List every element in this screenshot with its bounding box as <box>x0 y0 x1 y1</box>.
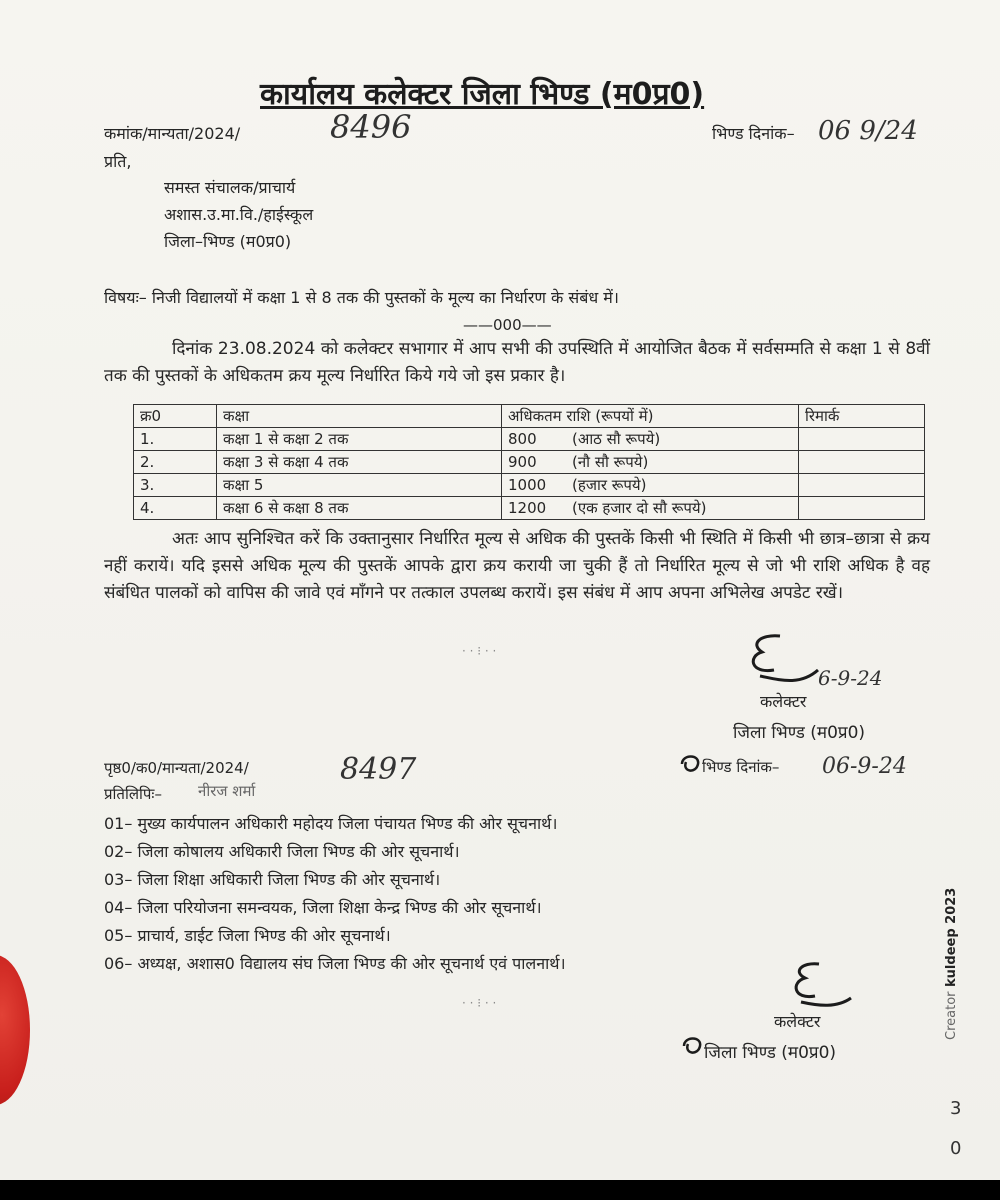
copy-recipient-06: 06– अध्यक्ष, अशास0 विद्यालय संघ जिला भिण्ड की ओर सूचनार्थ एवं पालनार्थ। <box>104 954 566 973</box>
signatory-designation-1: कलेक्टर <box>760 692 807 711</box>
watermark-mark-2: 0 <box>950 1138 962 1159</box>
initials-mark <box>678 752 704 776</box>
recipient-line-3: जिला–भिण्ड (म0प्र0) <box>164 232 292 251</box>
row-class: कक्षा 6 से कक्षा 8 तक <box>217 497 502 520</box>
row-amount <box>502 474 799 497</box>
row-class: कक्षा 1 से कक्षा 2 तक <box>217 428 502 451</box>
amount-value: 1200 <box>508 499 547 517</box>
endorsement-date-label: भिण्ड दिनांक– <box>702 758 780 776</box>
instruction-paragraph: अतः आप सुनिश्चित करें कि उक्तानुसार निर्धारित मूल्य से अधिक की पुस्तकें किसी भी स्थिति में किसी भी छात्र–छात्रा से क्रय नहीं करायें। यदि इससे अधिक मूल्य की पुस्तकें आपके द्वारा क्रय करायी जा चुकी हैं तो निर्धारित मूल्य से जो भी राशि अधिक है वह संबंधित पालकों को वापिस की जावे एवं माँगने पर तत्काल उपलब्ध करायें। इस संबंध में आप अपना अभिलेख अपडेट रखें। <box>104 529 930 603</box>
table-row <box>134 451 925 474</box>
office-title: कार्यालय कलेक्टर जिला भिण्ड (म0प्र0) <box>260 77 705 112</box>
watermark-mark-1: 3 <box>950 1098 962 1119</box>
header-remark: रिमार्क <box>799 405 925 428</box>
signatory-office-1: जिला भिण्ड (म0प्र0) <box>733 723 866 743</box>
row-serial: 4. <box>134 497 217 520</box>
endorsement-reference-label: पृष्ठ0/क0/मान्यता/2024/ <box>104 759 249 777</box>
row-amount <box>502 428 799 451</box>
collector-signature-2 <box>785 958 855 1014</box>
endorsement-date-handwritten: 06-9-24 <box>822 754 907 779</box>
copy-recipient-02: 02– जिला कोषालय अधिकारी जिला भिण्ड की ओर सूचनार्थ। <box>104 842 460 861</box>
copy-to-label: प्रतिलिपिः– <box>104 785 162 803</box>
row-serial: 1. <box>134 428 217 451</box>
signatory-designation-2: कलेक्टर <box>774 1012 821 1031</box>
row-amount <box>502 497 799 520</box>
row-serial: 2. <box>134 451 217 474</box>
amount-words: (आठ सौ रूपये) <box>572 430 661 448</box>
amount-value: 900 <box>508 453 537 471</box>
endorsement-number-handwritten: 8497 <box>340 752 417 787</box>
amount-words: (हजार रूपये) <box>572 476 647 494</box>
row-remark <box>799 497 925 520</box>
scan-specks: · · ⁝ · · <box>462 996 497 1010</box>
recipient-line-1: समस्त संचालक/प्राचार्य <box>164 178 296 197</box>
row-remark <box>799 428 925 451</box>
table-header-row <box>134 405 925 428</box>
finger-in-frame <box>0 955 30 1105</box>
header-class: कक्षा <box>217 405 502 428</box>
subject-line: विषयः– निजी विद्यालयों में कक्षा 1 से 8 तक की पुस्तकों के मूल्य का निर्धारण के संबंध में। <box>104 288 619 307</box>
signature-date-handwritten: 6-9-24 <box>818 666 883 690</box>
table-row <box>134 497 925 520</box>
creator-watermark <box>944 888 959 1040</box>
row-class: कक्षा 5 <box>217 474 502 497</box>
row-amount <box>502 451 799 474</box>
copy-recipient-05: 05– प्राचार्य, डाईट जिला भिण्ड की ओर सूचनार्थ। <box>104 926 391 945</box>
amount-value: 800 <box>508 430 537 448</box>
copy-recipient-03: 03– जिला शिक्षा अधिकारी जिला भिण्ड की ओर सूचनार्थ। <box>104 870 441 889</box>
initials-mark-2 <box>680 1034 706 1058</box>
reference-label: कमांक/मान्यता/2024/ <box>104 124 241 143</box>
copy-recipient-01: 01– मुख्य कार्यपालन अधिकारी महोदय जिला पंचायत भिण्ड की ओर सूचनार्थ। <box>104 814 558 833</box>
table-row <box>134 428 925 451</box>
bottom-black-bar <box>0 1180 1000 1200</box>
recipient-line-2: अशास.उ.मा.वि./हाईस्कूल <box>164 205 314 224</box>
copy-recipient-04: 04– जिला परियोजना समन्वयक, जिला शिक्षा केन्द्र भिण्ड की ओर सूचनार्थ। <box>104 898 542 917</box>
intro-paragraph: दिनांक 23.08.2024 को कलेक्टर सभागार में आप सभी की उपस्थिति में आयोजित बैठक में सर्वसम्मति से कक्षा 1 से 8वीं तक की पुस्तकों के अधिकतम क्रय मूल्य निर्धारित किये गये जो इस प्रकार है। <box>104 339 930 386</box>
amount-words: (नौ सौ रूपये) <box>572 453 649 471</box>
signatory-office-2: जिला भिण्ड (म0प्र0) <box>704 1043 837 1063</box>
clerk-name-stamp: नीरज शर्मा <box>198 782 256 800</box>
date-label: भिण्ड दिनांक– <box>712 124 795 143</box>
header-amount: अधिकतम राशि (रूपयों में) <box>502 405 799 428</box>
amount-value: 1000 <box>508 476 547 494</box>
row-remark <box>799 474 925 497</box>
amount-words: (एक हजार दो सौ रूपये) <box>572 499 707 517</box>
header-serial: क्र0 <box>134 405 217 428</box>
row-remark <box>799 451 925 474</box>
row-class: कक्षा 3 से कक्षा 4 तक <box>217 451 502 474</box>
collector-signature-1 <box>740 630 820 690</box>
book-price-table <box>133 404 925 520</box>
reference-number-handwritten: 8496 <box>330 108 412 146</box>
recipient-prefix: प्रति, <box>104 152 132 171</box>
watermark-name: kuldeep 2023 <box>944 887 959 987</box>
date-handwritten: 06 9/24 <box>818 116 918 146</box>
subject-separator: ——000—— <box>463 316 552 334</box>
table-row <box>134 474 925 497</box>
watermark-prefix: Creator <box>944 991 959 1040</box>
row-serial: 3. <box>134 474 217 497</box>
scan-specks: · · ⁝ · · <box>462 644 497 658</box>
